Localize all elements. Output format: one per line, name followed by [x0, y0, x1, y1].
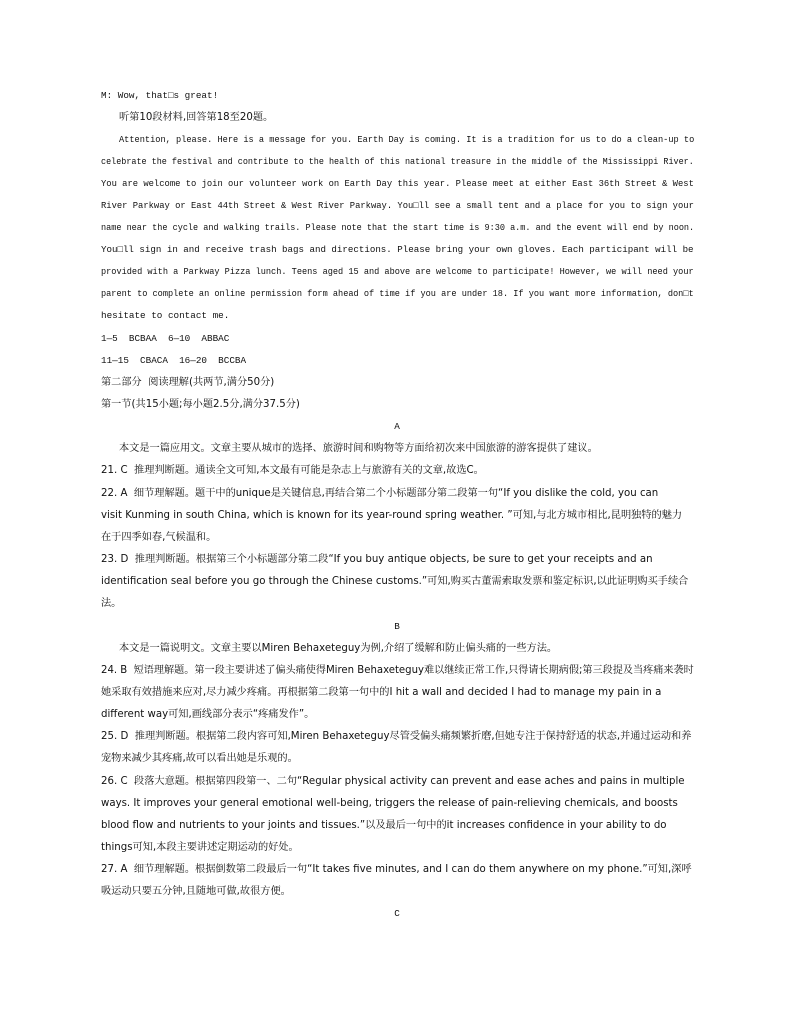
- answer-key: 1—5 BCBAA 6—10 ABBAC: [101, 333, 230, 344]
- answer-explanation: visit Kunming in south China, which is known for its year-round spring weather. ”可知,与北方城市相比,昆明独特的魅力: [101, 510, 683, 521]
- answer-explanation: blood flow and nutrients to your joints and tissues.”以及最后一句中的it increases confidence in your ability to do: [101, 820, 667, 831]
- transcript-line: hesitate to contact me.: [101, 310, 230, 321]
- transcript-line: You are welcome to join our volunteer work on Earth Day this year. Please meet at either East 36th Street & West: [101, 178, 694, 189]
- transcript-line: Attention, please. Here is a message for you. Earth Day is coming. It is a tradition for us to do a clean-up to: [119, 134, 695, 145]
- answer-explanation: 吸运动只要五分钟,且随地可做,故很方便。: [101, 886, 291, 897]
- answer-explanation: identification seal before you go through the Chinese customs.”可知,购买古董需索取发票和鉴定标识,以此证明购买手续合: [101, 576, 689, 587]
- transcript-line: You□ll sign in and receive trash bags and directions. Please bring your own gloves. Each participant will be: [101, 244, 694, 255]
- passage-label-a: A: [394, 421, 400, 432]
- answer-explanation: 23. D 推理判断题。根据第三个小标题部分第二段“If you buy antique objects, be sure to get your receipts and an: [101, 554, 653, 565]
- transcript-line: celebrate the festival and contribute to the health of this national treasure in the middle of the Mississippi River.: [101, 156, 694, 167]
- answer-explanation: 在于四季如春,气候温和。: [101, 532, 217, 543]
- answer-explanation: 27. A 细节理解题。根据倒数第二段最后一句“It takes five minutes, and I can do them anywhere on my phone.”可知,深呼: [101, 864, 692, 875]
- transcript-line: River Parkway or East 44th Street & West River Parkway. You□ll see a small tent and a place for you to sign your: [101, 200, 694, 211]
- answer-explanation: 25. D 推理判断题。根据第二段内容可知,Miren Behaxeteguy尽管受偏头痛频繁折磨,但她专注于保持舒适的状态,并通过运动和养: [101, 731, 692, 742]
- answer-explanation: things可知,本段主要讲述定期运动的好处。: [101, 842, 299, 853]
- passage-label-b: B: [394, 621, 400, 632]
- answer-explanation: 22. A 细节理解题。题干中的unique是关键信息,再结合第二个小标题部分第二段第一句“If you dislike the cold, you can: [101, 488, 659, 499]
- section-instruction: 听第10段材料,回答第18至20题。: [119, 112, 274, 123]
- passage-summary: 本文是一篇说明文。文章主要以Miren Behaxeteguy为例,介绍了缓解和防止偏头痛的一些方法。: [119, 643, 558, 654]
- transcript-line: name near the cycle and walking trails. Please note that the start time is 9:30 a.m. and the event will end by noon.: [101, 222, 695, 233]
- answer-explanation: 24. B 短语理解题。第一段主要讲述了偏头痛使得Miren Behaxeteguy难以继续正常工作,只得请长期病假;第三段提及当疼痛来袭时: [101, 665, 694, 676]
- answer-explanation: 宠物来减少其疼痛,故可以看出她是乐观的。: [101, 753, 298, 764]
- passage-summary: 本文是一篇应用文。文章主要从城市的选择、旅游时间和购物等方面给初次来中国旅游的游客提供了建议。: [119, 443, 598, 454]
- answer-explanation: different way可知,画线部分表示“疼痛发作”。: [101, 709, 315, 720]
- answer-explanation: ways. It improves your general emotional well-being, triggers the release of pain-relieving chemicals, and boosts: [101, 798, 678, 809]
- passage-label-c: C: [394, 908, 400, 919]
- part-heading: 第二部分 阅读理解(共两节,满分50分): [101, 377, 275, 388]
- answer-explanation: 21. C 推理判断题。通读全文可知,本文最有可能是杂志上与旅游有关的文章,故选C。: [101, 465, 484, 476]
- transcript-line: parent to complete an online permission form ahead of time if you are under 18. If you want more information, don□t: [101, 288, 694, 299]
- section-heading: 第一节(共15小题;每小题2.5分,满分37.5分): [101, 399, 300, 410]
- dialogue-line: M: Wow, that□s great!: [101, 90, 219, 101]
- answer-explanation: 26. C 段落大意题。根据第四段第一、二句“Regular physical activity can prevent and ease aches and pains in multiple: [101, 776, 685, 787]
- transcript-line: provided with a Parkway Pizza lunch. Teens aged 15 and above are welcome to participate! However, we will need your: [101, 266, 694, 277]
- answer-key: 11—15 CBACA 16—20 BCCBA: [101, 355, 247, 366]
- answer-explanation: 她采取有效措施来应对,尽力减少疼痛。再根据第二段第一句中的I hit a wall and decided I had to manage my pain in a: [101, 687, 662, 698]
- answer-explanation: 法。: [101, 598, 122, 609]
